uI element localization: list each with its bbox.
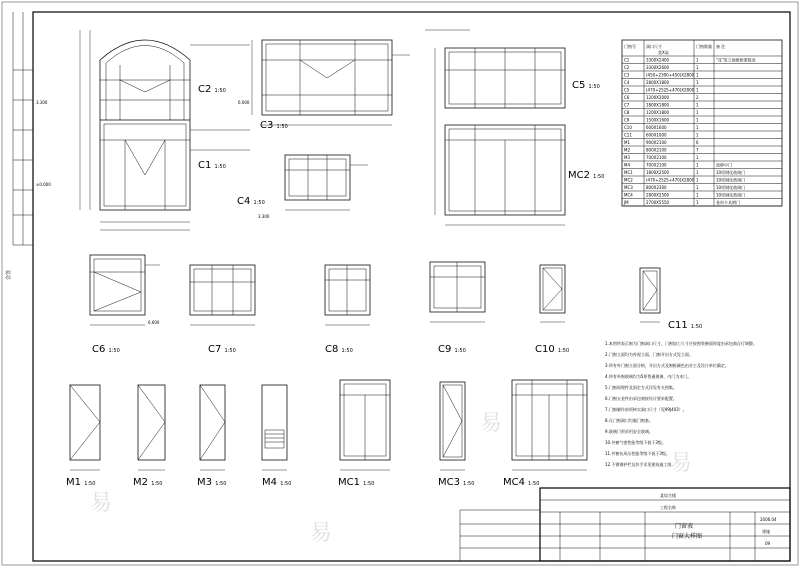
schedule-cell: 2800X2500 — [646, 192, 670, 198]
schedule-cell: 1 — [696, 110, 699, 116]
level-label-1: 3.300 — [36, 100, 48, 105]
schedule-cell: 1 — [696, 192, 699, 198]
watermark-layer — [90, 411, 692, 546]
schedule-cell: 1 — [696, 170, 699, 176]
schedule-header-cell: 洞口尺寸 — [646, 44, 662, 49]
side-stamp-label: 会签 — [6, 269, 12, 280]
schedule-cell: 600X1000 — [646, 132, 667, 138]
schedule-cell: 1 — [696, 177, 699, 183]
label-c3 — [260, 120, 288, 131]
schedule-cell: "花"见立面窗框参数表 — [716, 57, 756, 63]
schedule-cell: 600X1600 — [646, 125, 667, 131]
watermark: 易 — [670, 451, 693, 476]
schedule-cell: MC4 — [624, 192, 633, 198]
schedule-cell: C6 — [624, 95, 630, 101]
note-line: 6.门窗五金件由承包商按设计要求配置。 — [605, 396, 677, 401]
note-line: 8.凡门窗洞口均做门窗套。 — [605, 418, 653, 423]
label-c9-scale: 1:50 — [454, 348, 466, 354]
schedule-cell: M2 — [624, 147, 630, 153]
schedule-cell: C3 — [624, 72, 630, 78]
label-mc3-scale: 1:50 — [463, 481, 475, 487]
note-line: 5.门窗预埋件及固定方式详见有关图集。 — [605, 385, 677, 390]
note-line: 9.玻璃门须采用安全玻璃。 — [605, 429, 653, 434]
schedule-subheader: 宽X高 — [658, 50, 669, 55]
elevation-mc1 — [340, 380, 390, 470]
note-line: 2.门窗立面均为外视立面，门窗开启方式见立面。 — [605, 352, 693, 357]
schedule-cell: M4 — [624, 162, 630, 168]
label-c5-scale: 1:50 — [588, 84, 600, 90]
schedule-cell: 1 — [696, 125, 699, 131]
label-mc3-id: MC3 — [438, 477, 460, 488]
label-c2-id: C2 — [198, 84, 212, 95]
schedule-cell: C11 — [624, 132, 632, 138]
schedule-cell: 700X2100 — [646, 155, 667, 161]
schedule-cell: 1500X1600 — [646, 117, 670, 123]
label-c1-id: C1 — [198, 160, 212, 171]
watermark: 易 — [310, 521, 333, 546]
schedule-cell: 1 — [696, 185, 699, 191]
design-notes — [605, 340, 757, 467]
title-block — [460, 488, 790, 561]
schedule-cell: (470+2525+470)X2800 — [646, 87, 695, 93]
schedule-cell: MC2 — [624, 177, 633, 183]
label-c10-scale: 1:50 — [557, 348, 570, 354]
elevation-m1 — [70, 385, 100, 470]
label-mc2 — [568, 170, 604, 181]
watermark: 易 — [90, 491, 113, 516]
label-c4-id: C4 — [237, 196, 251, 207]
note-line: 7.门窗制作前须核实洞口尺寸（见99J403）。 — [605, 407, 687, 412]
schedule-cell: 1 — [696, 117, 699, 123]
note-line: 3.所有外门窗立面分格、开启方式及窗框颜色由业主及设计单位确定。 — [605, 363, 729, 368]
schedule-cell: C10 — [624, 125, 632, 131]
label-c8 — [325, 344, 353, 355]
elevation-c11 — [640, 268, 660, 322]
schedule-cell: C4 — [624, 80, 630, 86]
schedule-cell: 10厚钢化玻璃门 — [716, 177, 746, 183]
schedule-cell: C7 — [624, 102, 630, 108]
schedule-cell: 7 — [696, 147, 699, 153]
left-strip — [5, 12, 33, 280]
schedule-cell: 2800X1800 — [646, 80, 670, 86]
schedule-cell: 1 — [696, 87, 699, 93]
schedule-cell: 3300X2400 — [646, 57, 670, 63]
label-c11 — [668, 320, 702, 331]
title-project-label: 工程名称 — [660, 505, 676, 510]
note-line: 1.本图所表示窗为门窗洞口尺寸，门窗加工尺寸应按照装修面厚度由承包商自行调整。 — [605, 341, 757, 346]
label-m2 — [133, 477, 162, 488]
label-m4 — [262, 477, 291, 488]
label-c2-scale: 1:50 — [214, 88, 226, 94]
schedule-cell: 3300X2600 — [646, 65, 670, 71]
label-c10-id: C10 — [535, 344, 555, 355]
schedule-cell: 800X2300 — [646, 185, 667, 191]
schedule-cell: C9 — [624, 117, 630, 123]
label-c8-scale: 1:50 — [341, 348, 353, 354]
label-c8-id: C8 — [325, 344, 339, 355]
label-c1-scale: 1:50 — [214, 164, 226, 170]
title-date: 2006.04 — [760, 517, 777, 522]
label-c9 — [438, 344, 466, 355]
schedule-cell: 2700X5550 — [646, 200, 670, 206]
label-m1-id: M1 — [66, 477, 81, 488]
schedule-header-cell: 备 注 — [716, 44, 726, 49]
schedule-cell: MC3 — [624, 185, 633, 191]
schedule-cell: JM — [624, 200, 629, 206]
level-label-2: ±0.000 — [36, 182, 51, 187]
title-sheet-no: 建施 — [762, 529, 770, 534]
elevation-c1-c2 — [80, 30, 250, 230]
schedule-cell: M1 — [624, 140, 630, 146]
schedule-cell: 10厚钢化玻璃门 — [716, 185, 746, 191]
elevation-c3 — [252, 40, 410, 125]
label-c4 — [237, 196, 265, 207]
label-mc1 — [338, 477, 374, 488]
drawing-title-1: 门窗表 — [675, 523, 694, 530]
label-c3-id: C3 — [260, 120, 274, 131]
schedule-cell: 10厚钢化玻璃门 — [716, 192, 746, 198]
elevation-c4 — [285, 155, 368, 210]
label-mc1-id: MC1 — [338, 477, 360, 488]
schedule-cell: 1200X1800 — [646, 110, 670, 116]
label-c7 — [208, 344, 236, 355]
label-mc1-scale: 1:50 — [363, 481, 375, 487]
label-mc2-id: MC2 — [568, 170, 590, 181]
schedule-cell: 6 — [696, 140, 699, 146]
drawing-title-2: 门窗大样图 — [672, 533, 703, 540]
note-line: 10.外窗气密性能等级不低于3级。 — [605, 440, 666, 445]
label-c5-id: C5 — [572, 80, 586, 91]
schedule-cell: 卷帘卡具钢门 — [716, 200, 740, 206]
label-c1 — [198, 160, 226, 171]
schedule-cell: 1 — [696, 80, 699, 86]
title-page: 09 — [765, 541, 771, 546]
level-label-4: 3.300 — [258, 214, 270, 219]
label-c7-scale: 1:50 — [224, 348, 236, 354]
watermark: 易 — [480, 411, 503, 436]
label-mc4-scale: 1:50 — [528, 481, 540, 487]
elevation-m2 — [138, 385, 165, 470]
schedule-cell: 放修中门 — [716, 162, 732, 168]
elevation-mc3 — [440, 382, 465, 470]
elevation-c10 — [540, 265, 565, 322]
schedule-cell: 2 — [696, 95, 699, 101]
elevation-c8 — [325, 265, 370, 325]
label-m2-scale: 1:50 — [151, 481, 163, 487]
note-line: 12.不锈钢护栏及扶手详见建筑施工图。 — [605, 462, 676, 467]
elevation-c6 — [90, 255, 160, 325]
label-c5 — [572, 80, 600, 91]
schedule-cell: 1800X1800 — [646, 102, 670, 108]
schedule-cell: C8 — [624, 110, 630, 116]
schedule-cell: 1 — [696, 57, 699, 63]
label-mc4 — [503, 477, 539, 488]
label-c6 — [92, 344, 120, 355]
elevation-mc4 — [512, 380, 587, 470]
label-c6-scale: 1:50 — [108, 348, 120, 354]
elevation-c5-mc2 — [425, 30, 565, 225]
schedule-cell: C5 — [624, 87, 630, 93]
label-m2-id: M2 — [133, 477, 148, 488]
schedule-cell: 1 — [696, 72, 699, 78]
schedule-cell: C2 — [624, 65, 630, 71]
schedule-cell: 10厚钢化玻璃门 — [716, 170, 746, 176]
door-window-schedule — [622, 40, 782, 206]
schedule-cell: (450+2300+450)X2800 — [646, 72, 695, 78]
label-mc3 — [438, 477, 474, 488]
elevation-c9 — [430, 262, 485, 322]
schedule-cell: M3 — [624, 155, 630, 161]
label-m4-scale: 1:50 — [280, 481, 292, 487]
schedule-cell: (470+2525+470)X2800 — [646, 177, 695, 183]
elevation-m3 — [200, 385, 225, 470]
title-project-value: 某综合楼 — [660, 493, 676, 498]
label-c6-id: C6 — [92, 344, 106, 355]
schedule-cell: 1 — [696, 155, 699, 161]
label-mc4-id: MC4 — [503, 477, 525, 488]
schedule-cell: 1 — [696, 102, 699, 108]
label-c7-id: C7 — [208, 344, 222, 355]
label-mc2-scale: 1:50 — [593, 174, 605, 180]
schedule-cell: 1 — [696, 132, 699, 138]
level-label-5: 6.600 — [148, 320, 160, 325]
label-c10 — [535, 344, 569, 355]
label-c11-id: C11 — [668, 320, 688, 331]
schedule-cell: 1 — [696, 200, 699, 206]
label-c3-scale: 1:50 — [276, 124, 288, 130]
label-c2 — [198, 84, 226, 95]
schedule-header-cell: 门窗数量 — [696, 44, 712, 49]
label-c11-scale: 1:50 — [690, 324, 703, 330]
label-c9-id: C9 — [438, 344, 452, 355]
label-m4-id: M4 — [262, 477, 277, 488]
schedule-header-cell: 门窗号 — [624, 44, 636, 49]
label-m1 — [66, 477, 95, 488]
schedule-cell: C1 — [624, 57, 630, 63]
schedule-cell: 1 — [696, 162, 699, 168]
schedule-cell: 800X2100 — [646, 147, 667, 153]
schedule-cell: 1800X2500 — [646, 170, 670, 176]
note-line: 11.外窗抗风压性能等级不低于3级。 — [605, 451, 670, 456]
schedule-cell: 1 — [696, 65, 699, 71]
schedule-cell: 1200X2000 — [646, 95, 670, 101]
note-line: 4.所有外窗玻璃均为5厚普通玻璃，内门为木门。 — [605, 374, 692, 379]
label-m3-scale: 1:50 — [215, 481, 227, 487]
label-m1-scale: 1:50 — [84, 481, 96, 487]
schedule-cell: 700X2100 — [646, 162, 667, 168]
level-label-3: 6.000 — [238, 100, 250, 105]
label-m3 — [197, 477, 226, 488]
schedule-cell: 900X2100 — [646, 140, 667, 146]
label-m3-id: M3 — [197, 477, 212, 488]
elevation-c7 — [190, 265, 255, 325]
elevation-m4 — [262, 385, 287, 470]
label-c4-scale: 1:50 — [253, 200, 265, 206]
schedule-cell: MC1 — [624, 170, 633, 176]
